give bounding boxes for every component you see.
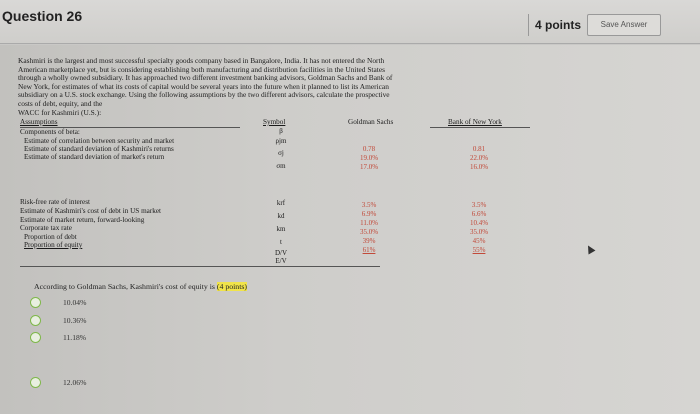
col-bny-header: Bank of New York [448, 118, 502, 126]
table-cell-bny: 6.6% [471, 210, 487, 218]
passage-line: Kashmiri is the largest and most successful specialty goods company based in Bangalore, India. It has not entered the North [18, 56, 385, 65]
radio-button[interactable] [30, 297, 41, 308]
table-cell-symbol: krf [276, 199, 286, 207]
option-label: 10.36% [63, 316, 87, 325]
question-body [0, 45, 700, 414]
option-label: 10.04% [63, 298, 87, 307]
table-cell-gs: 3.5% [361, 201, 377, 209]
assumptions-label: Assumptions [20, 118, 58, 126]
table-cell-bny: 22.0% [469, 154, 489, 162]
table-bottom-rule [20, 266, 380, 267]
question-prompt [34, 282, 247, 291]
table-cell-gs: 11.0% [360, 219, 378, 227]
table-cell-symbol: σj [278, 149, 284, 157]
passage-line: subsidiary on a U.S. stock exchange. Using the following assumptions by the two different advisors, calculate the prospective [18, 90, 390, 100]
table-cell-bny: 10.4% [469, 219, 489, 227]
table-cell-gs: 6.9% [361, 210, 377, 218]
passage-line: costs of debt, equity, and the [18, 98, 103, 108]
table-cell-bny: 45% [472, 237, 486, 245]
radio-button[interactable] [30, 332, 41, 343]
table-row-label: Proportion of equity [24, 241, 83, 249]
radio-button[interactable] [30, 315, 41, 326]
option-label: 11.18% [63, 333, 87, 342]
radio-button[interactable] [30, 377, 41, 388]
table-cell-symbol: ρjm [275, 137, 287, 145]
table-cell-bny: 35.0% [469, 228, 489, 236]
answer-option[interactable] [30, 377, 86, 388]
table-cell-gs: 35.0% [359, 228, 379, 236]
table-cell-bny: 0.81 [472, 145, 486, 153]
passage-line: WACC for Kashmiri (U.S.): [18, 107, 102, 117]
table-row-label: Corporate tax rate [20, 224, 72, 232]
table-cell-symbol: E/V [275, 257, 287, 265]
option-label: 12.06% [63, 378, 87, 387]
table-cell-gs: 19.0% [359, 154, 379, 162]
passage-line: American marketplace yet, but is considering establishing both manufacturing and distribution facilities in the United States [18, 64, 385, 74]
table-cell-gs: 39% [362, 237, 376, 245]
table-cell-symbol: km [276, 225, 286, 233]
beta-symbol: β [279, 127, 283, 135]
table-row-label: Proportion of debt [24, 233, 77, 241]
table-row-label: Estimate of market return, forward-looking [20, 216, 145, 224]
question-header [0, 0, 700, 44]
header-rule [430, 127, 530, 128]
table-cell-symbol: σm [276, 162, 286, 170]
passage-line: New York, for estimates of what its costs of capital would be several years into the future when it planned to list its American [18, 81, 389, 91]
table-cell-bny: 3.5% [471, 201, 487, 209]
passage-line: through a wholly owned subsidiary. It has approached two different investment banking advisors, Goldman Sachs and Bank of [18, 73, 393, 83]
table-row-label: Estimate of correlation between security and market [24, 137, 175, 145]
table-row-label: Risk-free rate of interest [20, 198, 91, 206]
table-row-label: Estimate of Kashmiri's cost of debt in US market [20, 207, 162, 215]
points-label: 4 points [528, 14, 586, 36]
table-cell-symbol: kd [277, 212, 285, 220]
group-title-beta: Components of beta: [20, 128, 80, 136]
answer-option[interactable] [30, 315, 86, 326]
question-passage [18, 57, 548, 117]
points-tag: (4 points) [216, 282, 247, 291]
table-cell-symbol: t [280, 238, 282, 246]
table-cell-bny: 55% [472, 246, 486, 254]
question-text: According to Goldman Sachs, Kashmiri's cost of equity is [34, 282, 215, 291]
col-symbol-header: Symbol [263, 118, 286, 126]
save-answer-button[interactable]: Save Answer [587, 14, 661, 36]
table-cell-symbol: D/V [274, 249, 288, 257]
col-goldman-header: Goldman Sachs [348, 118, 394, 126]
question-title: Question 26 [2, 8, 83, 24]
table-cell-gs: 17.0% [359, 163, 379, 171]
table-row-label: Estimate of standard deviation of Kashmiri's returns [24, 145, 174, 153]
answer-option[interactable] [30, 332, 86, 343]
answer-option[interactable] [30, 297, 86, 308]
table-row-label: Estimate of standard deviation of market's return [24, 153, 165, 161]
table-cell-gs: 0.78 [362, 145, 376, 153]
table-cell-bny: 16.0% [469, 163, 489, 171]
table-cell-gs: 61% [362, 246, 376, 254]
